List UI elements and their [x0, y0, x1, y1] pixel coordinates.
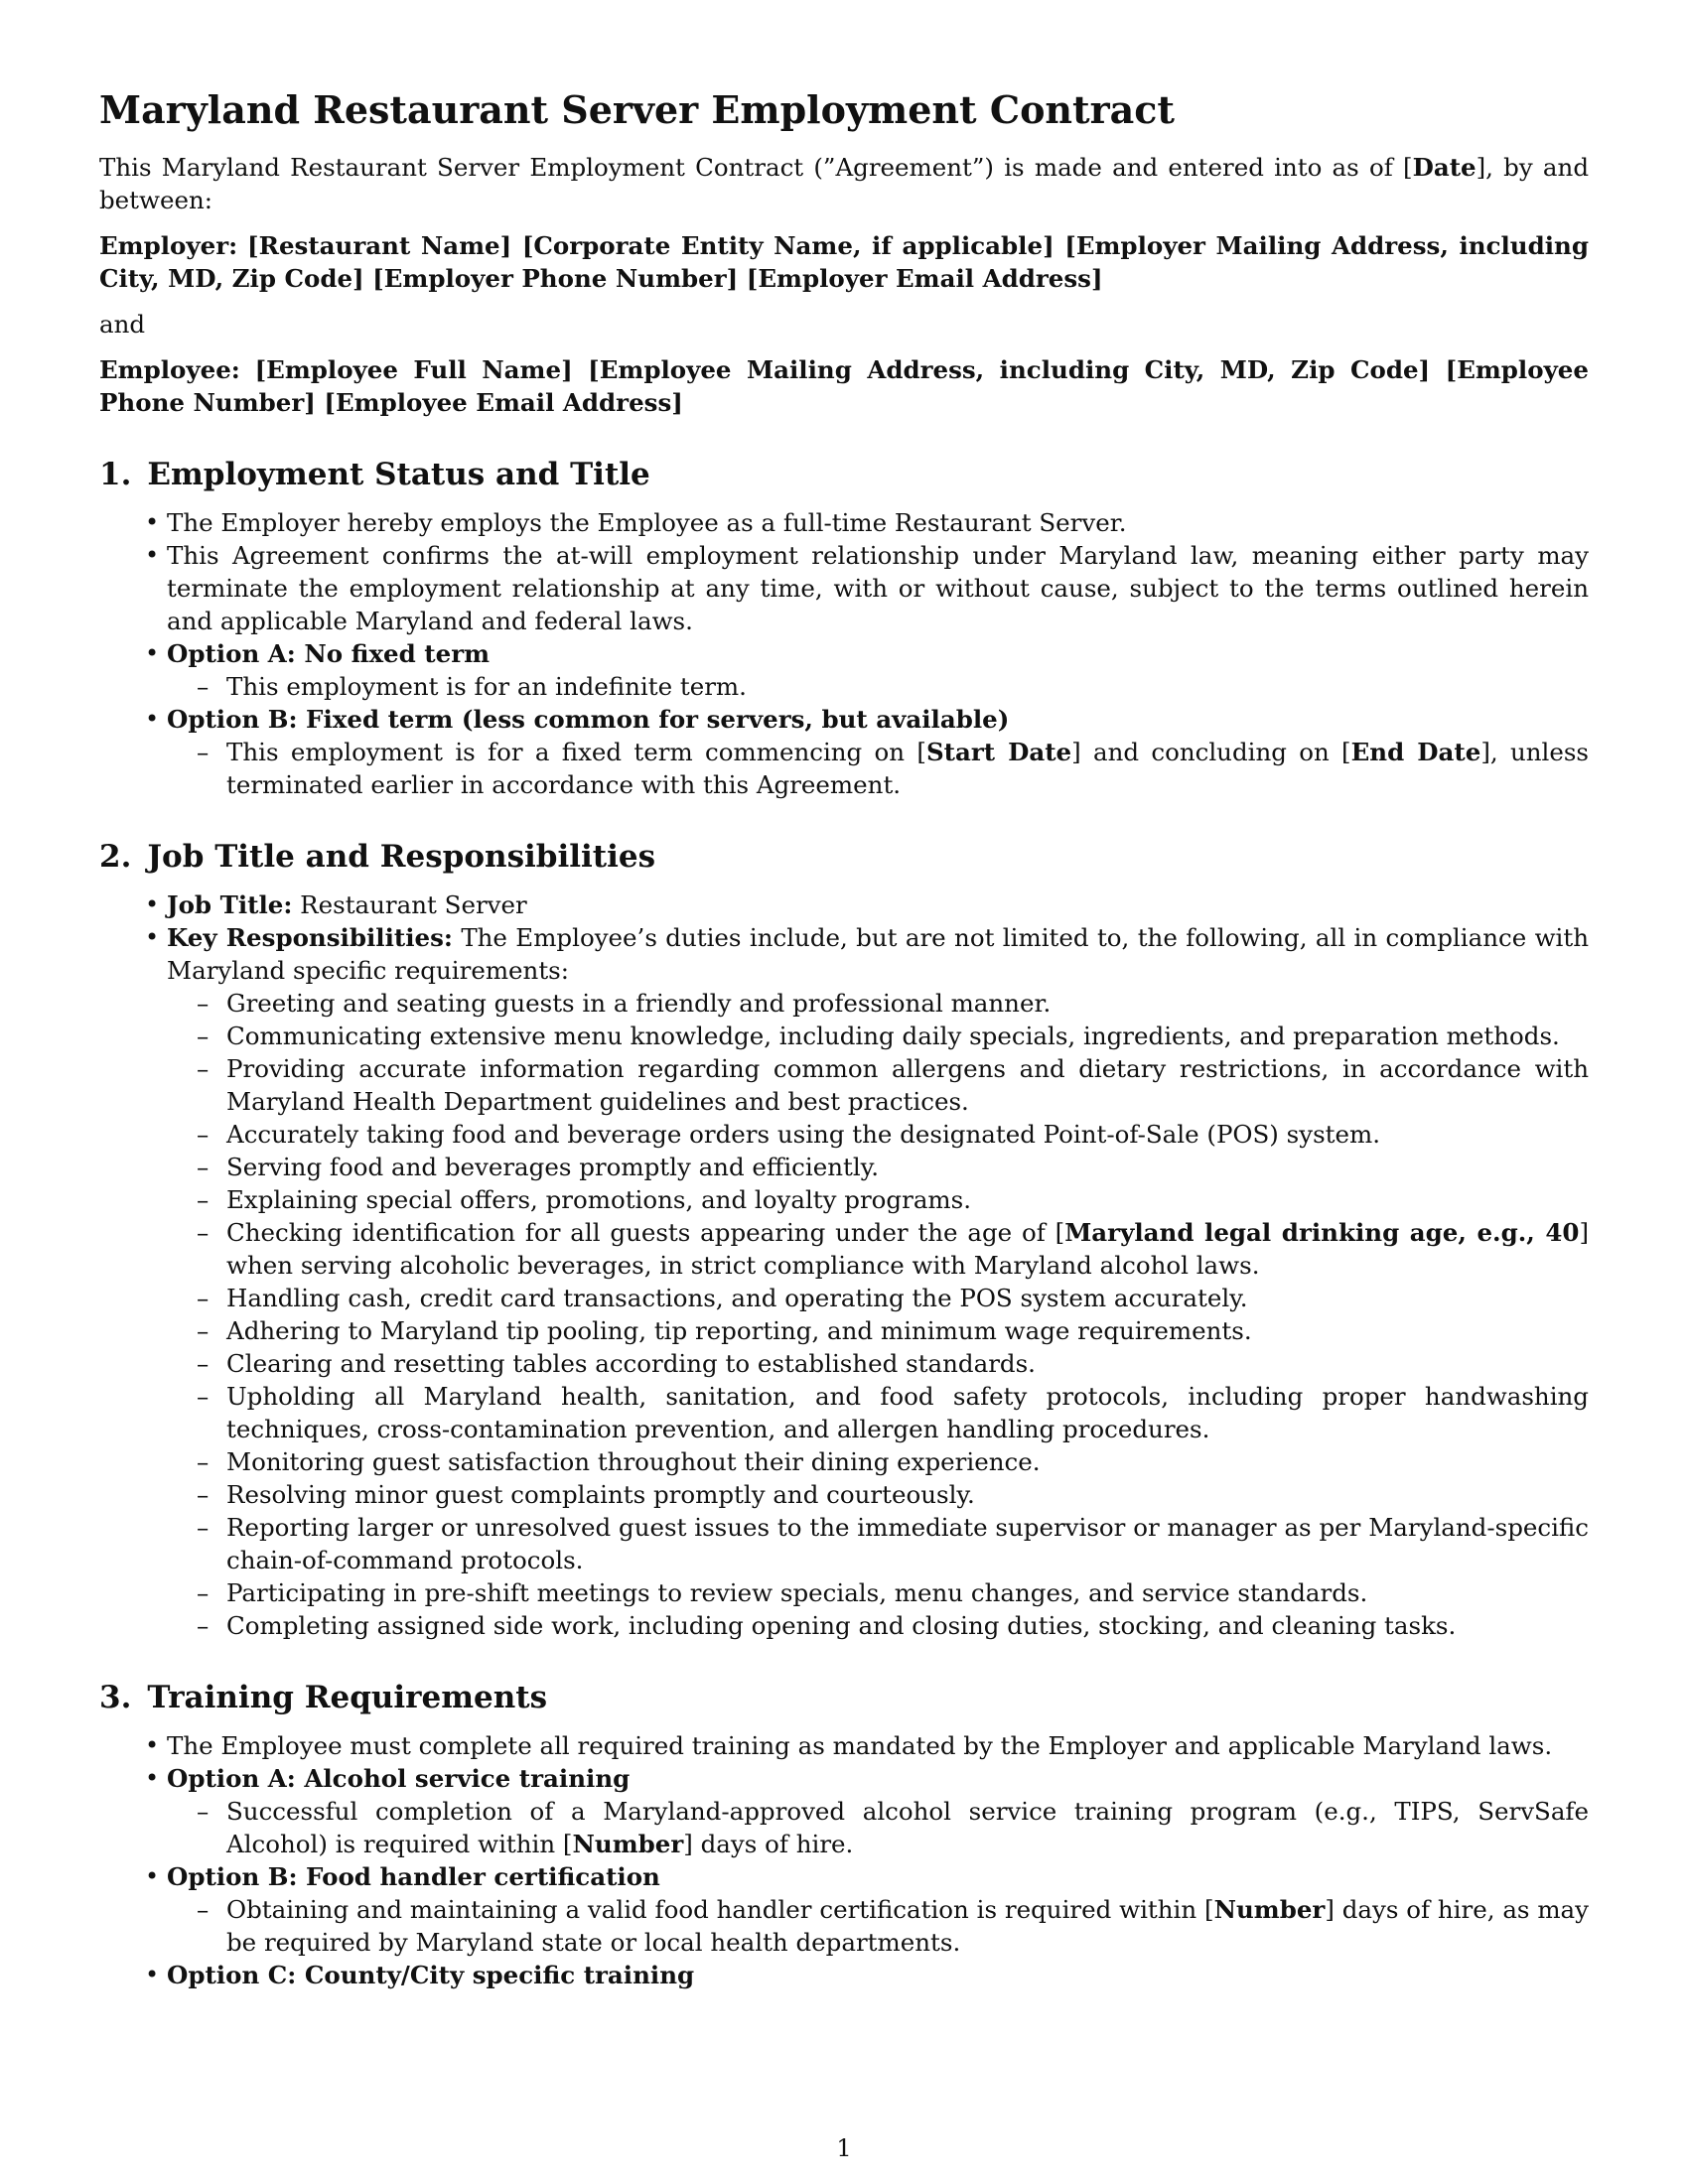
document-title: Maryland Restaurant Server Employment Contract — [99, 87, 1175, 132]
number-placeholder: Number — [572, 1830, 684, 1858]
responsibility-item: – Communicating extensive menu knowledge, including daily specials, ingredients, and preparation methods. — [226, 1020, 1589, 1052]
intro-paragraph — [99, 151, 1589, 216]
intro-text: This Maryland Restaurant Server Employment Contract (”Agreement”) is made and entered into as of [ — [99, 153, 1413, 182]
employee-details: [Employee Full Name] [Employee Mailing Address, including City, MD, Zip Code] [Employee Phone Number] [Employee Email Address] — [99, 355, 1589, 417]
responsibility-item: – Accurately taking food and beverage orders using the designated Point-of-Sale (POS) system. — [226, 1118, 1589, 1151]
section-3-heading — [99, 1678, 1589, 1717]
responsibility-item: – Completing assigned side work, including opening and closing duties, stocking, and cleaning tasks. — [226, 1609, 1589, 1642]
option-label: Option B: Fixed term (less common for servers, but available) — [167, 705, 1010, 734]
responsibility-item: – Adhering to Maryland tip pooling, tip reporting, and minimum wage requirements. — [226, 1314, 1589, 1347]
responsibility-item: – Upholding all Maryland health, sanitation, and food safety protocols, including proper handwashing techniques, cross-contamination prevention, and allergen handling procedures. — [226, 1380, 1589, 1445]
key-responsibilities-item — [167, 921, 1589, 1642]
job-title-value: Restaurant Server — [292, 890, 527, 919]
responsibility-item: – Participating in pre-shift meetings to review specials, menu changes, and service standards. — [226, 1576, 1589, 1609]
responsibilities-list — [167, 987, 1589, 1642]
option-label: Option C: County/City specific training — [167, 1961, 695, 1989]
section-number: 1. — [99, 457, 132, 492]
employee-label: Employee: — [99, 355, 240, 384]
option-b — [167, 1860, 1589, 1959]
drinking-age-placeholder: Maryland legal drinking age, e.g., 40 — [1064, 1218, 1580, 1247]
section-3-list — [99, 1729, 1589, 1991]
text: Checking identification for all guests appearing under the age of [ — [226, 1218, 1065, 1247]
list-item: • The Employee must complete all required training as mandated by the Employer and applicable Maryland laws. — [167, 1729, 1589, 1762]
employer-label: Employer: — [99, 231, 238, 260]
key-responsibilities-label: Key Responsibilities: — [167, 923, 453, 952]
option-label: Option B: Food handler certification — [167, 1862, 660, 1891]
page-number: 1 — [836, 2134, 852, 2162]
document-page — [99, 87, 1589, 1991]
intro-text-end: ], by and between: — [99, 153, 1590, 214]
responsibility-item: – Clearing and resetting tables according to established standards. — [226, 1347, 1589, 1380]
section-number: 3. — [99, 1680, 132, 1715]
and-text: and — [99, 310, 146, 339]
section-title: Job Title and Responsibilities — [147, 839, 656, 875]
section-1-list — [99, 506, 1589, 801]
text: Obtaining and maintaining a valid food handler certification is required within [ — [226, 1895, 1214, 1924]
responsibility-item: – Reporting larger or unresolved guest issues to the immediate supervisor or manager as per Maryland-specific chain-of-command protocols. — [226, 1511, 1589, 1576]
sub-item — [226, 1795, 1589, 1860]
responsibility-item — [226, 1216, 1589, 1282]
responsibility-item: – Resolving minor guest complaints promptly and courteously. — [226, 1478, 1589, 1511]
text: ] days of hire, as may be required by Maryland state or local health departments. — [226, 1895, 1590, 1957]
option-a — [167, 1762, 1589, 1860]
responsibility-item: – Monitoring guest satisfaction throughout their dining experience. — [226, 1445, 1589, 1478]
section-1-heading — [99, 455, 1589, 494]
option-a — [167, 637, 1589, 703]
section-title: Employment Status and Title — [147, 457, 650, 492]
responsibility-item: – Explaining special offers, promotions, and loyalty programs. — [226, 1183, 1589, 1216]
text: ] when serving alcoholic beverages, in strict compliance with Maryland alcohol laws. — [226, 1218, 1590, 1280]
employee-block — [99, 353, 1589, 419]
section-2-list — [99, 888, 1589, 1642]
option-label: Option A: Alcohol service training — [167, 1764, 631, 1793]
sub-item — [226, 1893, 1589, 1959]
option-b — [167, 703, 1589, 801]
employer-details: [Restaurant Name] [Corporate Entity Name, if applicable] [Employer Mailing Address, including City, MD, Zip Code] [Employer Phone Number] [Employer Email Address] — [99, 231, 1589, 293]
list-item: • The Employer hereby employs the Employee as a full-time Restaurant Server. — [167, 506, 1589, 539]
number-placeholder: Number — [1213, 1895, 1326, 1924]
option-label: Option A: No fixed term — [167, 639, 491, 668]
sub-item — [226, 736, 1589, 801]
responsibility-item: – Handling cash, credit card transactions, and operating the POS system accurately. — [226, 1282, 1589, 1314]
section-title: Training Requirements — [147, 1680, 548, 1715]
responsibility-item: – Providing accurate information regarding common allergens and dietary restrictions, in accordance with Maryland Health Department guidelines and best practices. — [226, 1052, 1589, 1118]
job-title-label: Job Title: — [167, 890, 293, 919]
option-c — [167, 1959, 1589, 1991]
text: Successful completion of a Maryland-approved alcohol service training program (e.g., TIPS, ServSafe Alcohol) is required within [ — [226, 1797, 1589, 1858]
list-item: • This Agreement confirms the at-will employment relationship under Maryland law, meaning either party may terminate the employment relationship at any time, with or without cause, subject to the terms outlined herein and applicable Maryland and federal laws. — [167, 539, 1589, 637]
text: ] days of hire. — [683, 1830, 854, 1858]
key-responsibilities-text: The Employee’s duties include, but are not limited to, the following, all in compliance with Maryland specific requirements: — [167, 923, 1590, 985]
text: ], unless terminated earlier in accordance with this Agreement. — [226, 738, 1589, 799]
date-placeholder: Date — [1412, 153, 1477, 182]
sub-item: – This employment is for an indefinite term. — [226, 670, 1589, 703]
end-date-placeholder: End Date — [1350, 738, 1481, 766]
job-title-item — [167, 888, 1589, 921]
text: This employment is for a fixed term commencing on [ — [226, 738, 926, 766]
responsibility-item: – Serving food and beverages promptly and efficiently. — [226, 1151, 1589, 1183]
employer-block — [99, 229, 1589, 295]
section-2-heading — [99, 837, 1589, 877]
text: ] and concluding on [ — [1071, 738, 1351, 766]
section-number: 2. — [99, 839, 132, 875]
start-date-placeholder: Start Date — [925, 738, 1072, 766]
responsibility-item: – Greeting and seating guests in a friendly and professional manner. — [226, 987, 1589, 1020]
